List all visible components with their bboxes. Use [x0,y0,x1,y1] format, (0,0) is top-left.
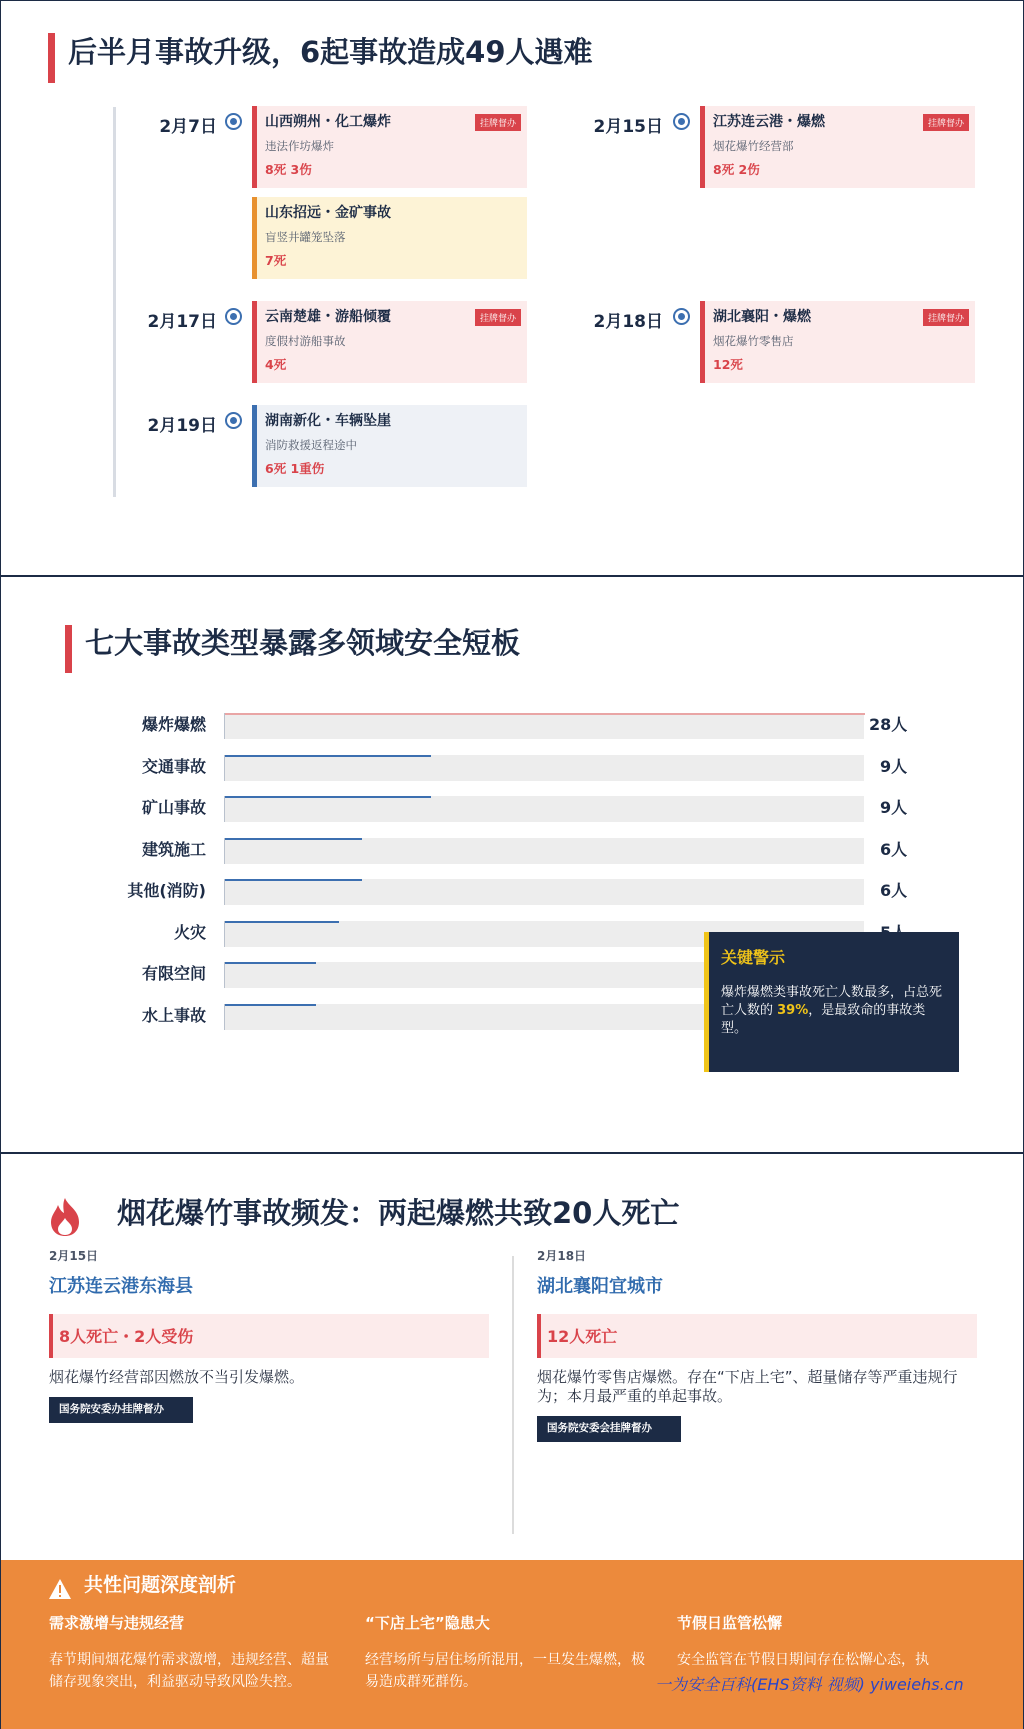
event-toll: 8死 3伤 [265,162,312,177]
case-place: 江苏连云港东海县 [49,1276,193,1297]
case-toll: 8人死亡・2人受伤 [49,1314,489,1358]
slide2-title: 七大事故类型暴露多领域安全短板 [85,626,521,660]
event-title: 江苏连云港・爆燃 [713,114,825,130]
event-card [252,197,527,279]
bar-category-label: 爆炸爆燃 [141,715,206,734]
title-accent-bar [48,33,55,83]
slide1-title: 后半月事故升级，6起事故造成49人遇难 [68,35,593,69]
bar-track [224,879,864,905]
issue-head: “下店上宅”隐患大 [365,1614,490,1632]
case-date: 2月15日 [49,1249,99,1263]
slide-timeline [0,0,1024,576]
fire-icon [46,1196,84,1238]
event-desc: 度假村游船事故 [265,334,346,348]
issue-text: 安全监管在节假日期间存在松懈心态，执 [677,1652,929,1668]
event-card [252,301,527,383]
alert-text-part: ，是最致命的事故类型。 [721,1003,926,1036]
bar-fill [225,755,431,757]
bar-fill [225,879,362,881]
event-date: 2月15日 [593,117,663,137]
event-badge: 挂牌督办 [923,114,969,131]
event-desc: 违法作坊爆炸 [265,139,334,153]
case-place: 湖北襄阳宜城市 [537,1276,663,1297]
case-badge: 国务院安委办挂牌督办 [49,1397,193,1423]
bar-row [0,792,1024,822]
issue-text: 经营场所与居住场所混用，一旦发生爆燃，极易造成群死群伤。 [365,1652,645,1690]
event-badge: 挂牌督办 [923,309,969,326]
event-toll: 6死 1重伤 [265,461,325,476]
column-divider [512,1256,514,1534]
bar-fill [225,796,431,798]
watermark: 一为安全百科(EHS资料 视频) yiweiehs.cn [655,1675,964,1694]
case-date: 2月18日 [537,1249,587,1263]
event-card [700,301,975,383]
event-desc: 烟花爆竹零售店 [713,334,794,348]
alert-text-part: 爆炸爆燃类事故死亡人数最多，占总死亡人数的 [721,985,943,1018]
case-desc: 烟花爆竹经营部因燃放不当引发爆燃。 [49,1368,305,1386]
event-badge: 挂牌督办 [475,114,521,131]
event-desc: 盲竖井罐笼坠落 [265,230,346,244]
timeline-line [113,107,116,497]
bar-category-label: 其他(消防) [127,881,206,900]
bar-value-label: 9人 [880,798,908,817]
bar-track [224,838,864,864]
bar-category-label: 交通事故 [141,756,206,776]
bar-track [224,796,864,822]
case-toll: 12人死亡 [537,1314,977,1358]
event-toll: 8死 2伤 [713,162,760,177]
alert-text [721,984,947,1038]
issue-item [677,1612,967,1671]
key-alert-box [704,932,959,1072]
timeline-dot-icon [673,113,690,130]
bar-track [224,755,864,781]
bar-row [0,834,1024,864]
bar-fill [225,713,865,715]
event-date: 2月17日 [147,312,217,332]
case-column [537,1247,977,1442]
issue-head: 节假日监管松懈 [677,1614,783,1632]
bar-fill [225,838,362,840]
bar-category-label: 火灾 [173,922,206,942]
timeline-dot-icon [225,412,242,429]
bar-row [0,751,1024,781]
bar-value-label: 28人 [869,715,908,734]
issue-item [365,1612,645,1693]
event-title: 湖北襄阳・爆燃 [713,309,811,325]
event-toll: 12死 [713,357,743,372]
timeline-dot-icon [225,308,242,325]
bar-category-label: 有限空间 [141,964,206,983]
bar-fill [225,921,339,923]
bar-category-label: 水上事故 [141,1005,206,1025]
event-date: 2月7日 [159,117,217,137]
case-desc: 烟花爆竹零售店爆燃。存在“下店上宅”、超量储存等严重违规行为；本月最严重的单起事故。 [537,1368,958,1405]
event-toll: 7死 [265,253,287,268]
bar-fill [225,962,316,964]
event-toll: 4死 [265,357,287,372]
event-desc: 烟花爆竹经营部 [713,139,794,153]
title-accent-bar [65,625,72,673]
event-card [252,106,527,188]
event-title: 山东招远・金矿事故 [265,205,391,221]
issue-text: 春节期间烟花爆竹需求激增，违规经营、超量储存现象突出，利益驱动导致风险失控。 [49,1652,329,1690]
event-card [700,106,975,188]
case-badge: 国务院安委会挂牌督办 [537,1416,681,1442]
bar-track [224,713,864,739]
bar-value-label: 6人 [880,881,908,900]
analysis-title: 共性问题深度剖析 [84,1574,237,1596]
bar-row [0,875,1024,905]
event-card [252,405,527,487]
event-title: 云南楚雄・游船倾覆 [265,309,391,325]
alert-highlight: 39% [777,1003,809,1018]
bar-fill [225,1004,316,1006]
issue-head: 需求激增与违规经营 [49,1614,185,1632]
case-column [49,1247,489,1423]
event-date: 2月18日 [593,312,663,332]
issue-item [49,1612,329,1693]
bar-category-label: 建筑施工 [141,839,206,859]
timeline-dot-icon [225,113,242,130]
bar-row [0,709,1024,739]
bar-category-label: 矿山事故 [141,798,206,817]
alert-title: 关键警示 [721,948,786,967]
bar-value-label: 6人 [880,839,908,859]
event-badge: 挂牌督办 [475,309,521,326]
event-title: 湖南新化・车辆坠崖 [265,413,391,429]
event-desc: 消防救援返程途中 [265,438,357,452]
slide3-title: 烟花爆竹事故频发：两起爆燃共致20人死亡 [117,1196,680,1230]
bar-value-label: 9人 [880,756,908,776]
event-title: 山西朔州・化工爆炸 [265,114,391,130]
timeline-dot-icon [673,308,690,325]
warning-icon [48,1578,72,1600]
event-date: 2月19日 [147,416,217,436]
